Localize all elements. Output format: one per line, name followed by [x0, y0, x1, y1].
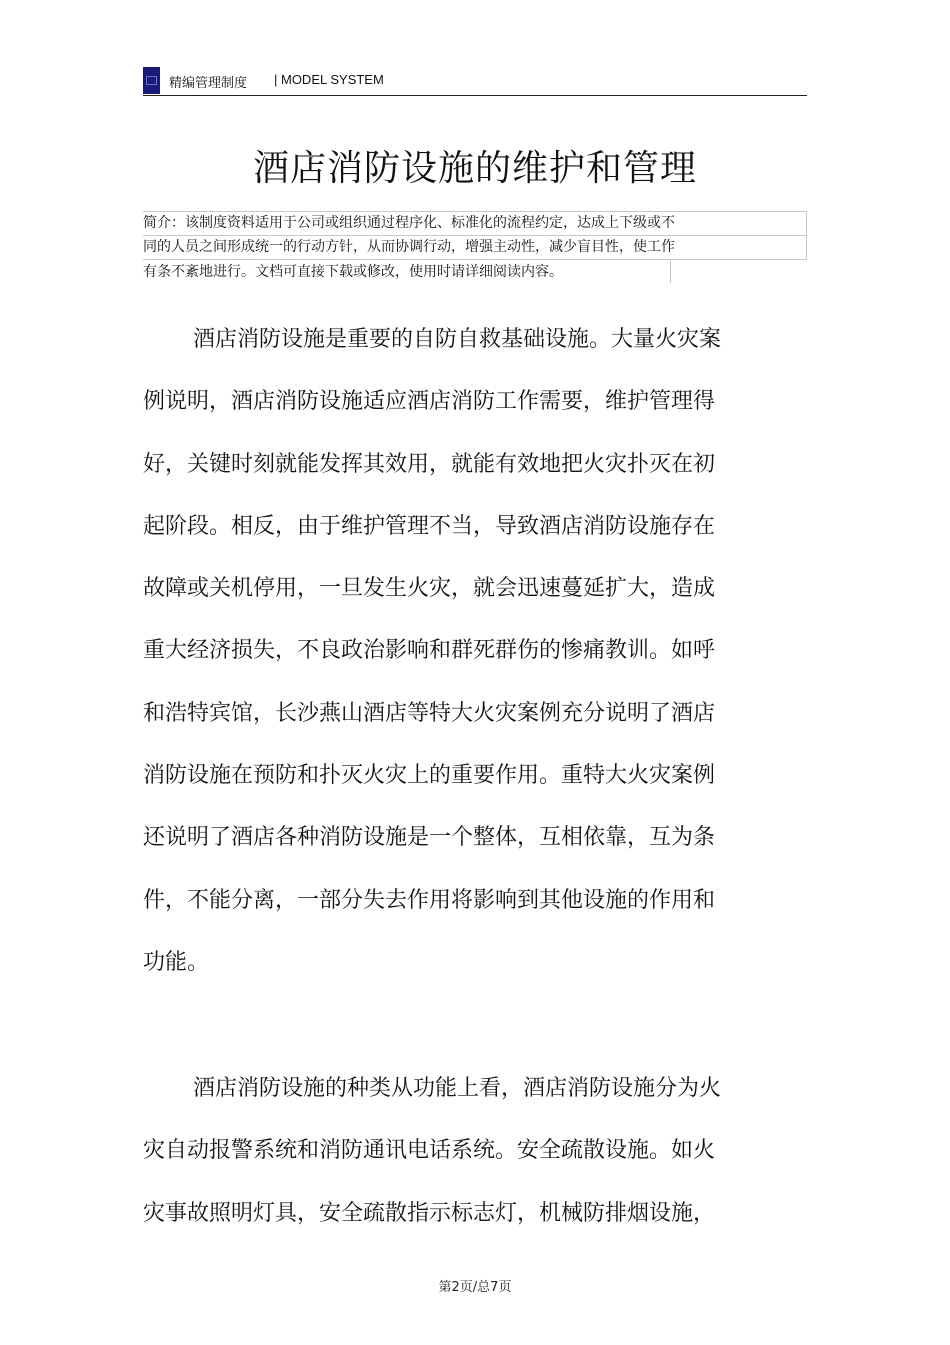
- summary-line: 简介：该制度资料适用于公司或组织通过程序化、标准化的流程约定，达成上下级或不: [143, 215, 675, 231]
- page-header: [143, 66, 807, 96]
- paragraph-line: 例说明，酒店消防设施适应酒店消防工作需要，维护管理得: [143, 389, 716, 415]
- header-title: 精编管理制度: [169, 76, 248, 91]
- paragraph-line: 件，不能分离，一部分失去作用将影响到其他设施的作用和: [143, 887, 716, 913]
- body-paragraph-2: [143, 1058, 753, 1245]
- summary-line: 同的人员之间形成统一的行动方针，从而协调行动，增强主动性，减少盲目性，使工作: [143, 239, 675, 255]
- paragraph-line: 灾事故照明灯具，安全疏散指示标志灯，机械防排烟设施，: [143, 1200, 716, 1226]
- paragraph-line: 和浩特宾馆，长沙燕山酒店等特大火灾案例充分说明了酒店: [143, 700, 716, 726]
- paragraph-line: 故障或关机停用，一旦发生火灾，就会迅速蔓延扩大，造成: [143, 576, 716, 602]
- logo-mark: [146, 76, 157, 85]
- body-paragraph-1: [143, 309, 753, 994]
- summary-box: [143, 211, 807, 283]
- summary-border-inner: [670, 259, 671, 283]
- paragraph-line: 酒店消防设施是重要的自防自救基础设施。大量火灾案: [193, 327, 722, 352]
- paragraph-line: 起阶段。相反，由于维护管理不当，导致酒店消防设施存在: [143, 513, 716, 539]
- paragraph-line: 重大经济损失，不良政治影响和群死群伤的惨痛教训。如呼: [143, 638, 716, 664]
- logo-icon: [143, 67, 160, 94]
- document-title: 酒店消防设施的维护和管理: [252, 148, 697, 189]
- page-number: 第2页/总7页: [438, 1280, 512, 1295]
- summary-line: 有条不紊地进行。文档可直接下载或修改，使用时请详细阅读内容。: [143, 264, 563, 280]
- header-subtitle: | MODEL SYSTEM: [274, 72, 384, 87]
- paragraph-line: 好，关键时刻就能发挥其效用，就能有效地把火灾扑灭在初: [143, 451, 716, 477]
- paragraph-line: 酒店消防设施的种类从功能上看，酒店消防设施分为火: [193, 1076, 722, 1101]
- paragraph-line: 消防设施在预防和扑灭火灾上的重要作用。重特大火灾案例: [143, 763, 716, 789]
- paragraph-line: 功能。: [143, 949, 210, 975]
- paragraph-line: 还说明了酒店各种消防设施是一个整体，互相依靠，互为条: [143, 825, 716, 851]
- paragraph-line: 灾自动报警系统和消防通讯电话系统。安全疏散设施。如火: [143, 1138, 716, 1164]
- summary-border-right: [806, 211, 807, 259]
